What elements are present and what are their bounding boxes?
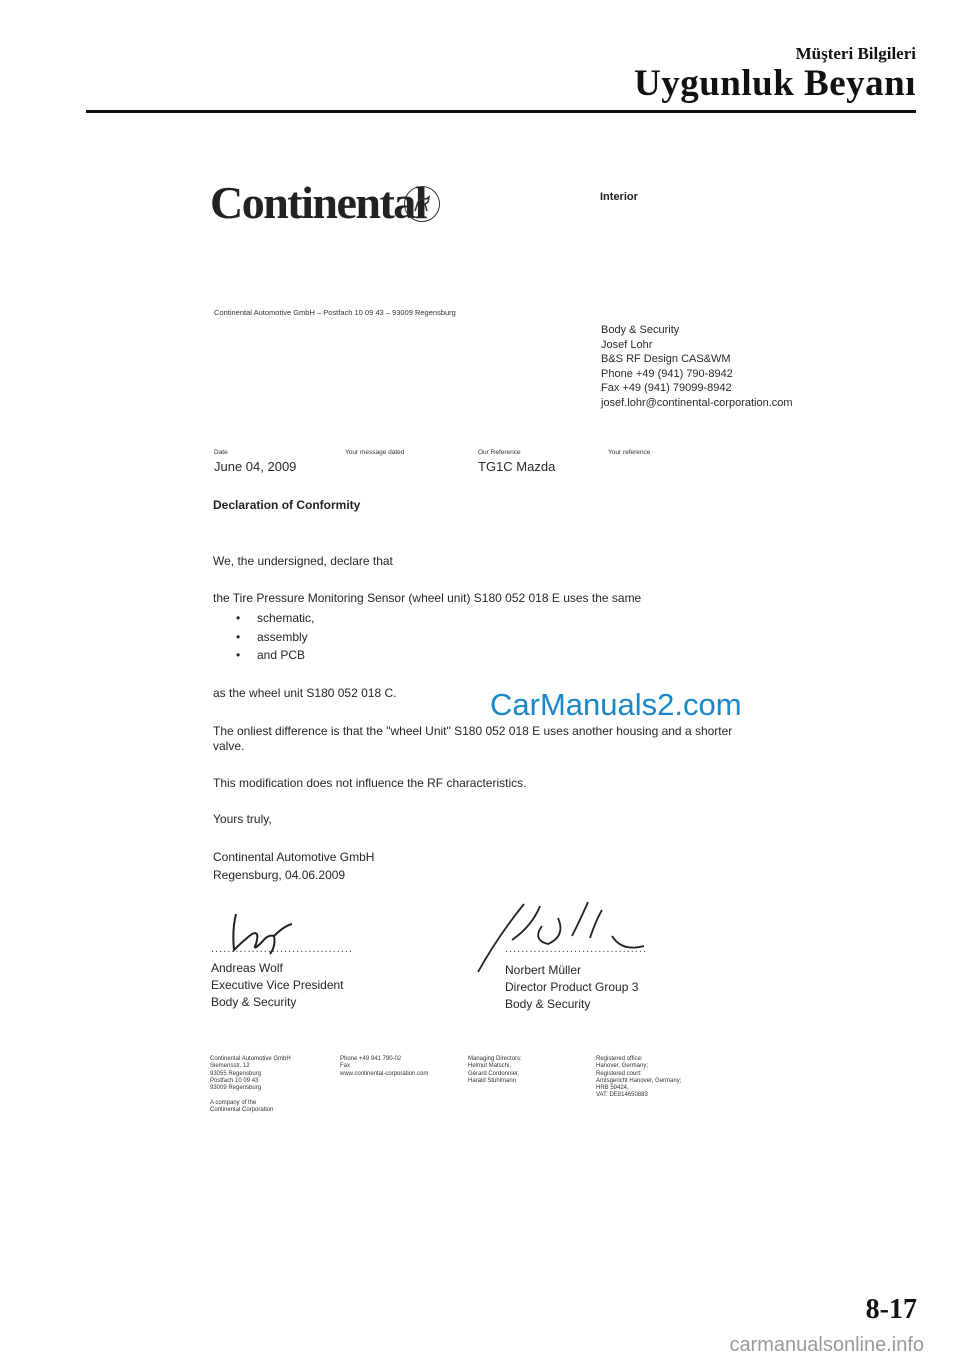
signature-line-right: ................................... — [505, 943, 647, 955]
our-reference-value: TG1C Mazda — [478, 459, 556, 474]
contact-email: josef.lohr@continental-corporation.com — [601, 396, 793, 409]
bullet-list — [236, 609, 314, 665]
contact-line: Josef Lohr — [601, 338, 653, 351]
bullet-item: • schematic, — [236, 609, 314, 628]
signatory-unit: Body & Security — [505, 997, 591, 1011]
footer-line: Harald Stuhlmann — [468, 1077, 517, 1084]
footer-line: Continental Automotive GmbH — [210, 1056, 291, 1062]
signature-line-left: ................................... — [211, 943, 353, 955]
contact-line: B&S RF Design CAS&WM — [601, 353, 731, 366]
declaration-title: Declaration of Conformity — [213, 498, 361, 512]
footer-phone — [340, 1056, 428, 1078]
signatory-role: Director Product Group 3 — [505, 980, 639, 994]
footer-line: www.continental-corporation.com — [340, 1070, 429, 1077]
signatory-name: Norbert Müller — [505, 963, 582, 977]
footer-line: Registered court: — [596, 1070, 642, 1077]
footer-line: Gérard Cordonnier, — [468, 1070, 520, 1077]
place-date: Regensburg, 04.06.2009 — [213, 868, 346, 882]
difference-text: The onliest difference is that the "wheel Unit" S180 052 018 E uses another housing and a shorter valve. — [213, 724, 733, 753]
company-name: Continental Automotive GmbH — [213, 850, 375, 864]
page-number: 8-17 — [865, 1294, 917, 1325]
intro-text: We, the undersigned, declare that — [213, 554, 393, 568]
contact-block — [601, 323, 793, 411]
signatory-role: Executive Vice President — [211, 978, 344, 992]
your-reference-label: Your reference — [608, 449, 651, 456]
division-label: Interior — [600, 191, 638, 203]
section-label: Müşteri Bilgileri — [795, 44, 916, 63]
contact-line: Phone +49 (941) 790-8942 — [601, 367, 733, 380]
signatory-left — [211, 960, 344, 1011]
your-message-label: Your message dated — [345, 449, 405, 456]
footer-line: HRB 59424, — [596, 1085, 629, 1092]
footer-line: Fax — [340, 1063, 351, 1070]
footer-registration — [596, 1056, 681, 1100]
contact-line: Fax +49 (941) 79099-8942 — [601, 382, 732, 395]
footer-line — [210, 1092, 291, 1099]
page-title: Uygunluk Beyanı — [633, 63, 916, 104]
footer-line: Postfach 10 09 43 — [210, 1077, 259, 1084]
continental-logo: Continental — [210, 177, 427, 228]
sender-address-line: Continental Automotive GmbH – Postfach 10 09 43 – 93009 Regensburg — [214, 308, 456, 317]
footer-line: Siemensstr. 12 — [210, 1063, 250, 1070]
signatory-unit: Body & Security — [211, 995, 297, 1009]
date-value: June 04, 2009 — [214, 459, 297, 474]
statement-text: the Tire Pressure Monitoring Sensor (wheel unit) S180 052 018 E uses the same — [213, 591, 642, 605]
same-as-text: as the wheel unit S180 052 018 C. — [213, 686, 397, 700]
footer-line: Amtsgericht Hanover, Germany; — [596, 1077, 682, 1084]
footer-line: 93009 Regensburg — [210, 1085, 262, 1092]
horse-emblem-icon — [404, 186, 440, 222]
watermark-text: CarManuals2.com — [490, 687, 742, 722]
source-watermark: carmanualsonline.info — [729, 1334, 924, 1356]
contact-line: Body & Security — [601, 324, 680, 336]
footer-line: A company of the — [210, 1099, 257, 1106]
footer-line: 93055 Regensburg — [210, 1070, 262, 1077]
footer-address — [210, 1056, 291, 1114]
footer-line: Managing Directors: — [468, 1056, 522, 1062]
rf-note-text: This modification does not influence the RF characteristics. — [213, 776, 527, 790]
bullet-item: • assembly — [236, 628, 314, 647]
footer-line: VAT: DE814650883 — [596, 1092, 648, 1099]
footer-line: Hanover, Germany; — [596, 1063, 649, 1070]
signatory-name: Andreas Wolf — [211, 961, 283, 975]
signatory-right — [505, 962, 638, 1013]
footer-line: Helmut Matschi, — [468, 1063, 512, 1070]
footer-line: Continental Corporation — [210, 1107, 274, 1114]
date-label: Date — [214, 449, 228, 456]
footer-directors — [468, 1056, 522, 1085]
our-reference-label: Our Reference — [478, 449, 521, 456]
footer-line: Phone +49 941 790-02 — [340, 1056, 402, 1062]
closing-text: Yours truly, — [213, 812, 272, 826]
bullet-item: • and PCB — [236, 646, 314, 665]
footer-line: Registered office: — [596, 1056, 643, 1062]
